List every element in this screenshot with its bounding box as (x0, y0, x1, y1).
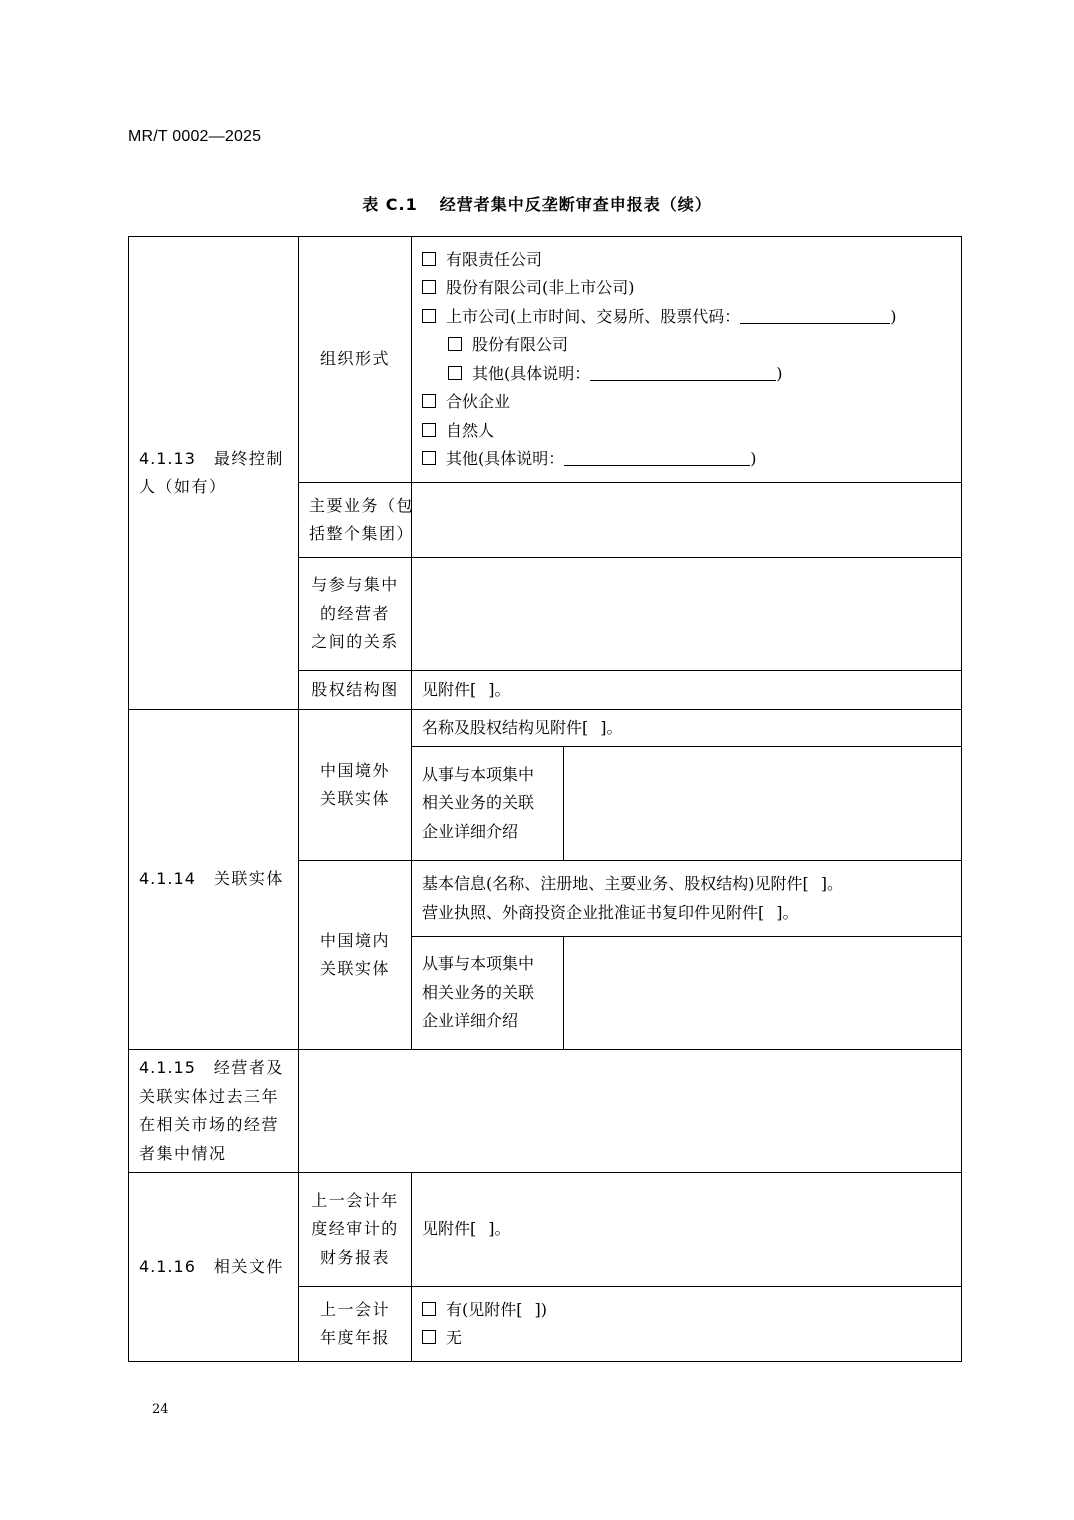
financial-statements-value[interactable]: 见附件[ ]。 (412, 1173, 962, 1287)
annual-report-options (412, 1287, 962, 1362)
checkbox-icon[interactable] (422, 1330, 436, 1344)
option-annual-report-no[interactable]: 无 (422, 1324, 951, 1353)
checkbox-icon[interactable] (422, 423, 436, 437)
section-4-1-13 (129, 237, 299, 710)
domestic-entity-info-value[interactable]: 基本信息(名称、注册地、主要业务、股权结构)见附件[ ]。 营业执照、外商投资企业批准证书复印件见附件[ ]。 (412, 861, 962, 937)
label-domestic-related-entity: 中国境内 关联实体 (299, 861, 412, 1050)
label-annual-report: 上一会计 年度年报 (299, 1287, 412, 1362)
past-concentrations-field[interactable] (299, 1050, 962, 1173)
fill-in-blank[interactable] (590, 364, 776, 381)
option-listed-other[interactable]: 其他(具体说明： ) (422, 360, 951, 389)
label-equity-structure: 股权结构图 (299, 671, 412, 710)
option-listed[interactable]: 上市公司(上市时间、交易所、股票代码： ) (422, 303, 951, 332)
section-number: 4.1.13 (139, 448, 196, 468)
label-financial-statements: 上一会计年 度经审计的 财务报表 (299, 1173, 412, 1287)
section-number: 4.1.14 (139, 869, 196, 889)
checkbox-icon[interactable] (422, 451, 436, 465)
row-organization-form (129, 237, 962, 483)
section-4-1-16 (129, 1173, 299, 1362)
page-number: 24 (152, 1402, 169, 1417)
label-domestic-entity-detail: 从事与本项集中 相关业务的关联 企业详细介绍 (412, 937, 564, 1050)
application-form-table (128, 236, 962, 1362)
checkbox-icon[interactable] (422, 252, 436, 266)
section-4-1-14 (129, 710, 299, 1050)
section-number: 4.1.16 (139, 1256, 196, 1276)
equity-structure-value[interactable]: 见附件[ ]。 (412, 671, 962, 710)
section-4-1-15: 4.1.15 经营者及 关联实体过去三年 在相关市场的经营 者集中情况 (129, 1050, 299, 1173)
label-foreign-entity-detail: 从事与本项集中 相关业务的关联 企业详细介绍 (412, 747, 564, 861)
main-business-field[interactable] (412, 483, 962, 558)
option-natural-person[interactable]: 自然人 (422, 417, 951, 446)
section-number: 4.1.15 (139, 1058, 196, 1077)
row-foreign-entity-names (129, 710, 962, 747)
fill-in-blank[interactable] (564, 449, 750, 466)
section-title: 相关文件 (213, 1256, 284, 1276)
section-title: 最终控制 (213, 448, 284, 468)
document-id: MR/T 0002—2025 (128, 128, 262, 145)
checkbox-icon[interactable] (422, 309, 436, 323)
option-joint-stock[interactable]: 股份有限公司(非上市公司) (422, 274, 951, 303)
option-listed-joint-stock[interactable]: 股份有限公司 (422, 331, 951, 360)
relationship-field[interactable] (412, 558, 962, 671)
caption-number: 表 C.1 (362, 195, 418, 214)
label-foreign-related-entity: 中国境外 关联实体 (299, 710, 412, 861)
checkbox-icon[interactable] (422, 1302, 436, 1316)
option-annual-report-yes[interactable]: 有(见附件[ ]) (422, 1296, 951, 1325)
checkbox-icon[interactable] (422, 394, 436, 408)
option-partnership[interactable]: 合伙企业 (422, 388, 951, 417)
row-past-concentrations (129, 1050, 962, 1173)
label-organization-form: 组织形式 (299, 237, 412, 483)
checkbox-icon[interactable] (422, 280, 436, 294)
section-title-cont: 人（如有） (139, 477, 227, 496)
table-caption (0, 192, 1074, 215)
label-main-business: 主要业务（包 括整个集团） (299, 483, 412, 558)
foreign-entity-detail-field[interactable] (564, 747, 962, 861)
domestic-entity-detail-field[interactable] (564, 937, 962, 1050)
option-other[interactable]: 其他(具体说明： ) (422, 445, 951, 474)
row-financial-statements (129, 1173, 962, 1287)
section-title: 关联实体 (213, 869, 284, 889)
caption-title: 经营者集中反垄断审查申报表（续） (439, 195, 712, 214)
label-relationship: 与参与集中 的经营者 之间的关系 (299, 558, 412, 671)
foreign-entity-names-value[interactable]: 名称及股权结构见附件[ ]。 (412, 710, 962, 747)
fill-in-blank[interactable] (740, 307, 890, 324)
checkbox-icon[interactable] (448, 337, 462, 351)
checkbox-icon[interactable] (448, 366, 462, 380)
organization-form-options (412, 237, 962, 483)
option-llc[interactable]: 有限责任公司 (422, 246, 951, 275)
